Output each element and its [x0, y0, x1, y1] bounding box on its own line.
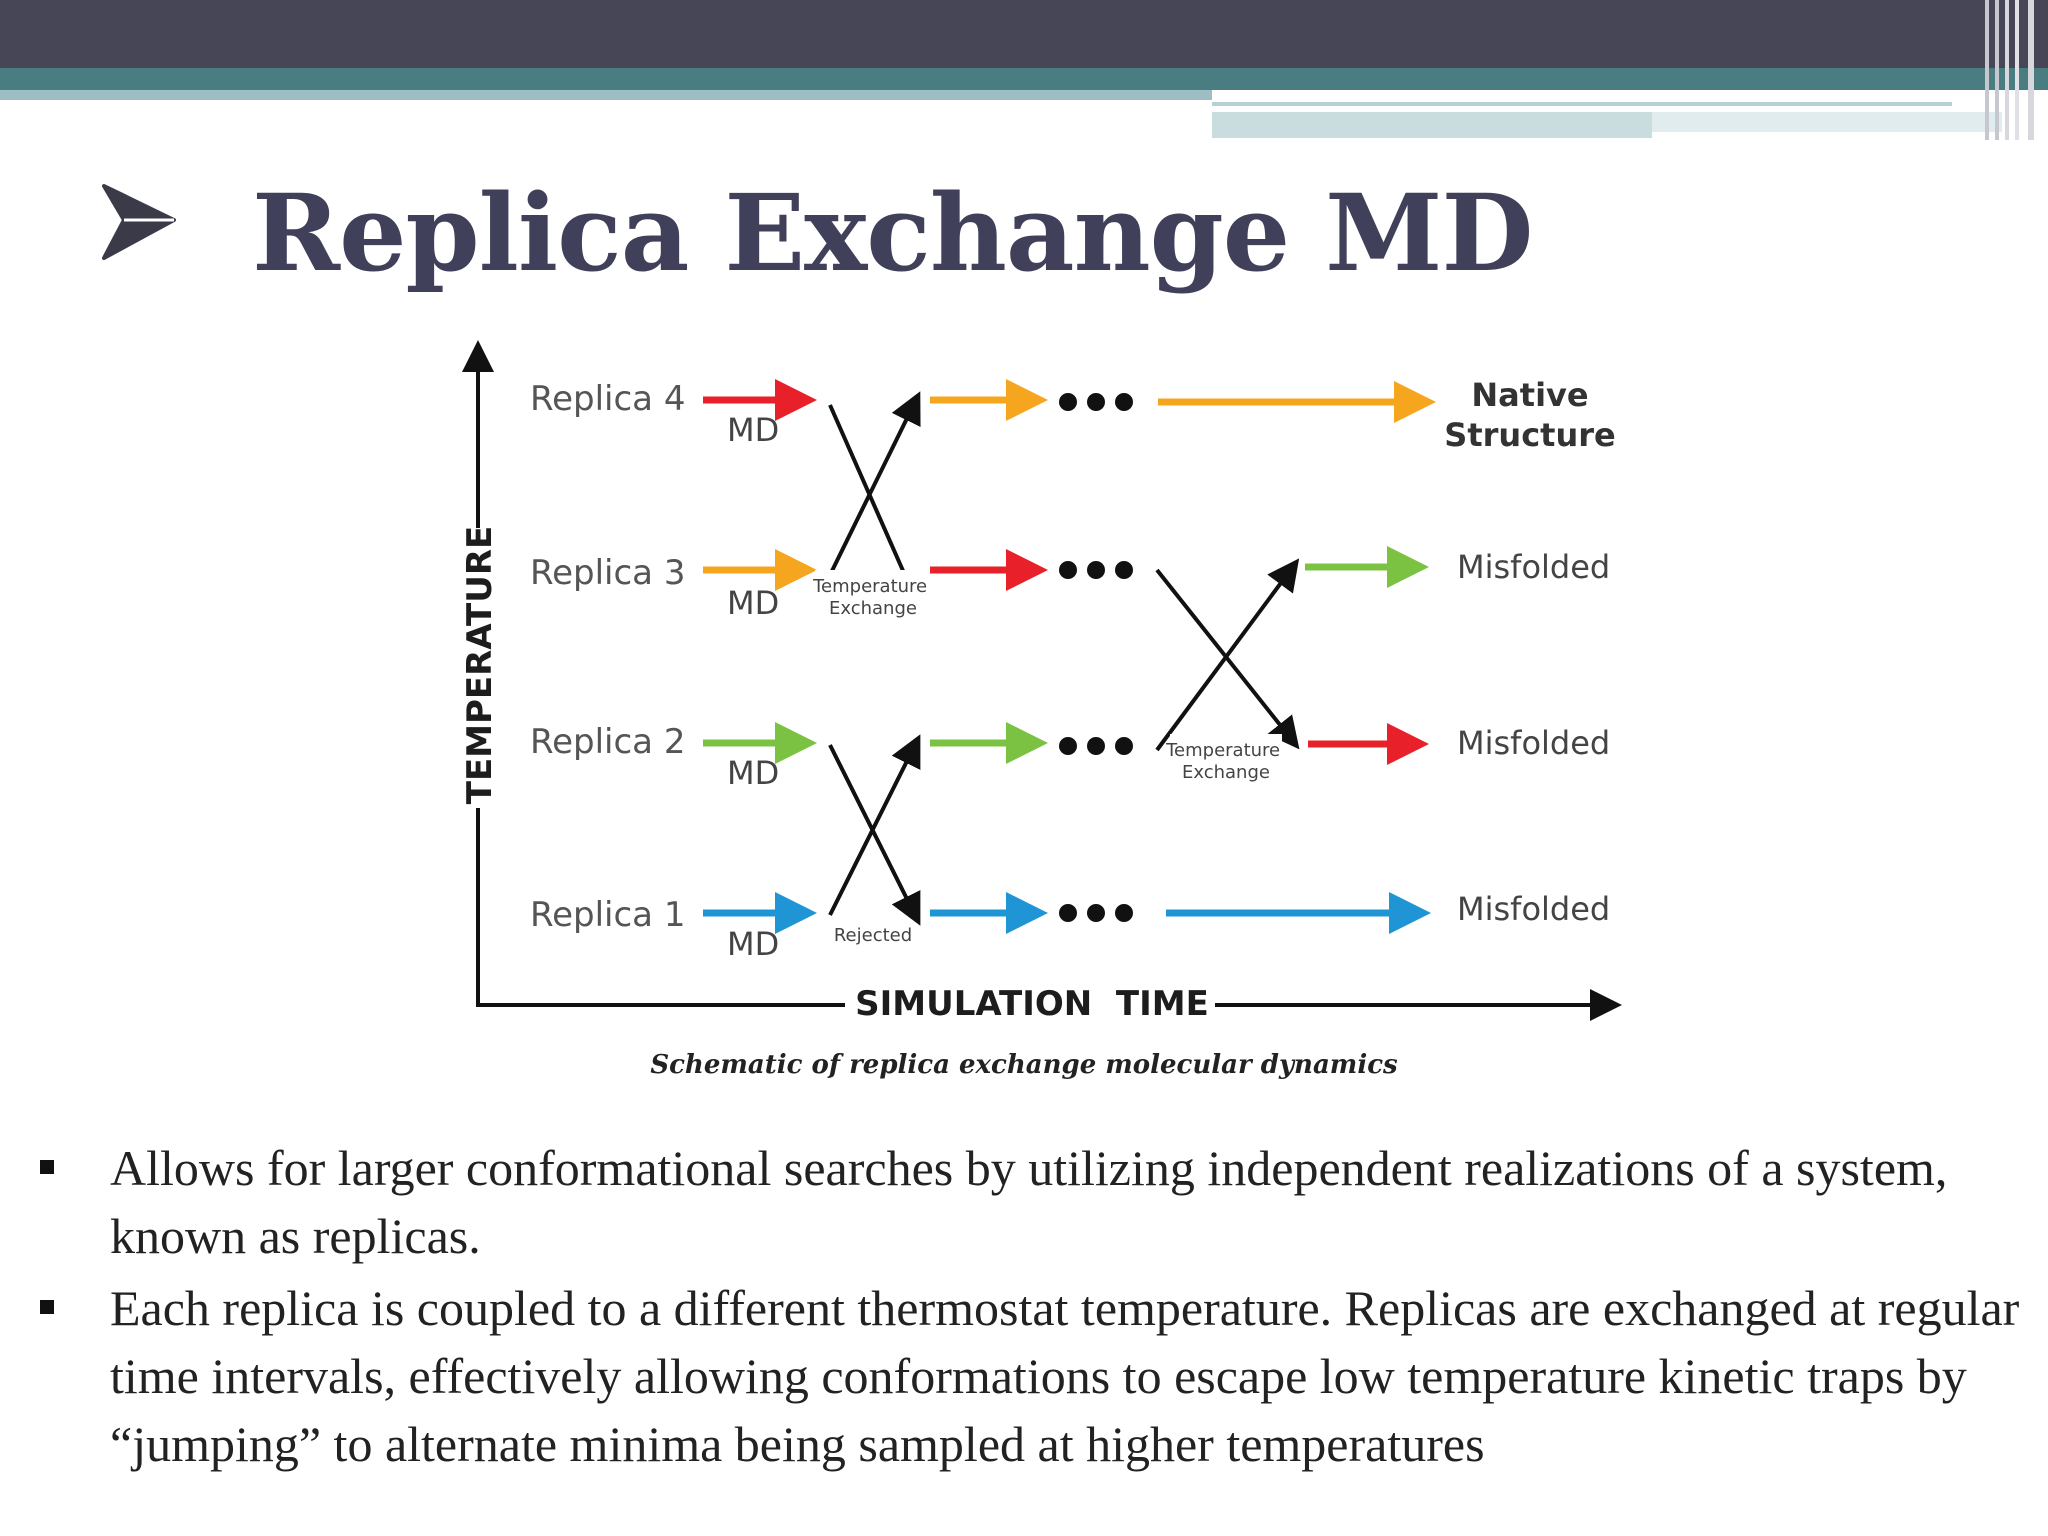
exchange-cross-top-a: [830, 405, 915, 598]
exchange-label-2-text: Temperature: [1166, 740, 1281, 761]
outcome-native-line2: Structure: [1444, 416, 1616, 454]
md-label-1: MD: [727, 925, 780, 963]
bullet-item: [30, 1134, 2030, 1270]
exchange-label-1-text-line2: Exchange: [829, 598, 917, 619]
exchange-label-1-text: Temperature: [813, 576, 928, 597]
exchange-cross-top-b: [830, 402, 915, 575]
replica-2-label: Replica 2: [530, 722, 686, 762]
md-label-3: MD: [727, 584, 780, 622]
exchange-label-2-text-line2: Exchange: [1182, 762, 1270, 783]
ellipsis-row4: [1059, 393, 1133, 411]
replica-4-label: Replica 4: [530, 379, 686, 419]
temperature-exchange-label-2: [1165, 740, 1286, 783]
ellipsis-row2: [1059, 737, 1133, 755]
x-axis-label: SIMULATION TIME: [855, 984, 1209, 1024]
bullet-item: [30, 1274, 2030, 1478]
bullet-text: Allows for larger conformational searches by utilizing independent realizations of a system, known as replicas.: [110, 1140, 1948, 1264]
temperature-exchange-label-1: [812, 576, 933, 619]
rejected-label: Rejected: [833, 925, 913, 946]
slide-title: Replica Exchange MD: [252, 170, 1533, 295]
outcome-replica-row3: Misfolded: [1457, 548, 1611, 586]
ellipsis-row3: [1059, 561, 1133, 579]
md-label-4: MD: [727, 411, 780, 449]
square-bullet-icon: [40, 1300, 54, 1314]
bullet-list: [30, 1134, 2030, 1482]
replica-1-label: Replica 1: [530, 895, 686, 935]
bullet-text: Each replica is coupled to a different thermostat temperature. Replicas are exchanged at regular time intervals, effectively allowing conformations to escape low temperature kinetic traps by “jumping” to alternate minima being sampled at higher temperatures: [110, 1280, 2020, 1472]
diagram-caption: Schematic of replica exchange molecular dynamics: [650, 1050, 1398, 1080]
replica-3-label: Replica 3: [530, 553, 686, 593]
square-bullet-icon: [40, 1160, 54, 1174]
outcome-replica-row1: Misfolded: [1457, 890, 1611, 928]
ellipsis-row1: [1059, 904, 1133, 922]
md-label-2: MD: [727, 754, 780, 792]
y-axis-label: TEMPERATURE: [460, 525, 500, 805]
outcome-native-line1: Native: [1471, 376, 1589, 414]
outcome-replica-row2: Misfolded: [1457, 724, 1611, 762]
